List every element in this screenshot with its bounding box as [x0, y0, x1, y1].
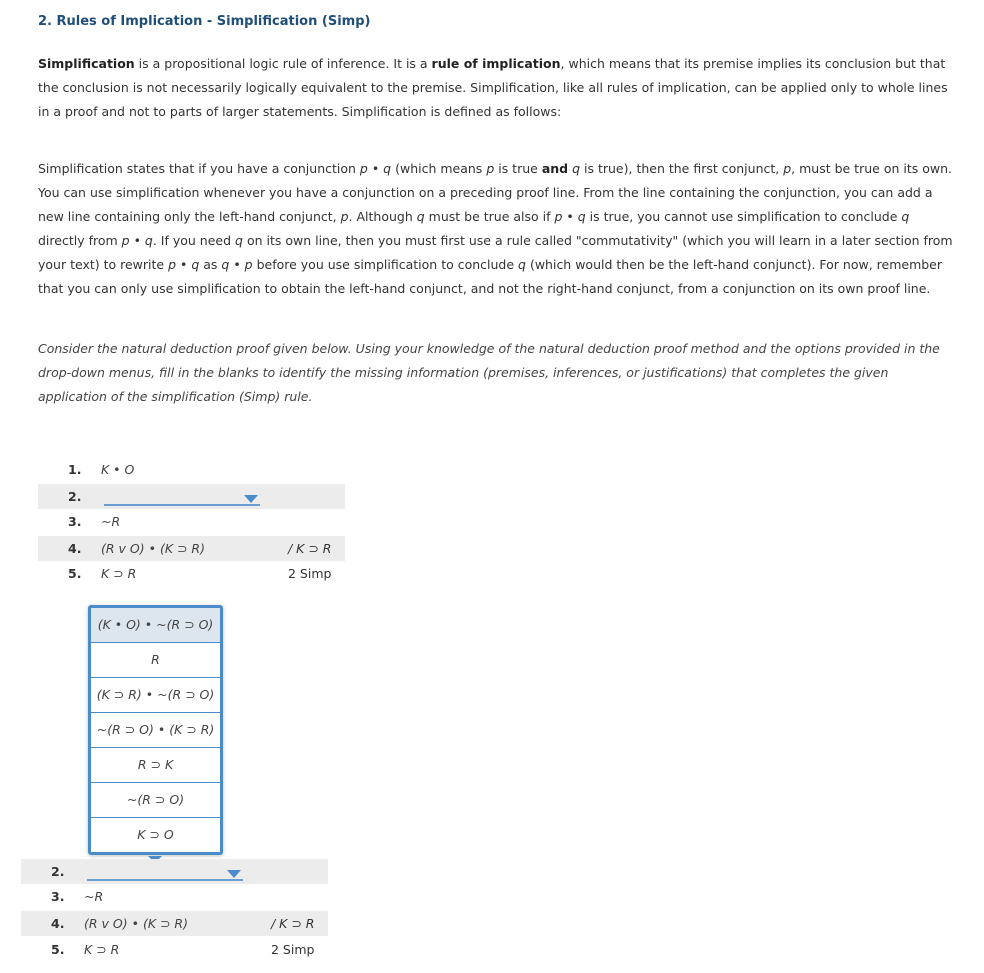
proof-line-4: 4. (R v O) • (K ⊃ R) / K ⊃ R — [21, 911, 328, 936]
proof-line-1: 1. K • O — [68, 462, 135, 477]
line-2-dropdown[interactable] — [104, 488, 260, 506]
dropdown-option[interactable]: R ⊃ K — [91, 748, 220, 783]
proof-line-2: 2. — [38, 484, 345, 509]
proof-line-4: 4. (R v O) • (K ⊃ R) / K ⊃ R — [38, 536, 345, 561]
dropdown-menu — [88, 605, 223, 855]
intro-bold: rule of implication — [431, 56, 561, 71]
conclusion-marker: / K ⊃ R — [288, 541, 332, 556]
proof-line-3: 3. ~R — [51, 889, 104, 904]
section-title: 2. Rules of Implication - Simplification (Simp) — [38, 14, 371, 29]
explanation-paragraph: Simplification states that if you have a conjunction p • q (which means p is true and q is true), then the first conjunct, p, must be true on its own. You can use simplification whenever you have a conjunction on a preceding proof line. From the line containing the conjunction, you can add a new line containing only the left-hand conjunct, p. Although q must be true also if p • q is true, you cannot use simplification to conclude q directly from p • q. If you need q on its own line, then you must first use a rule called "commutativity" (which you will learn in a later section from your text) to rewrite p • q as q • p before you use simplification to conclude q (which would then be the left-hand conjunct). For now, remember that you can only use simplification to obtain the left-hand conjunct, and not the right-hand conjunct, from a conjunction on its own proof line. — [38, 161, 953, 296]
chevron-down-icon — [227, 870, 241, 878]
justification: 2 Simp — [288, 566, 332, 581]
dropdown-option[interactable]: (K ⊃ R) • ~(R ⊃ O) — [91, 678, 220, 713]
line-2-dropdown[interactable] — [87, 863, 243, 881]
chevron-down-icon — [244, 495, 258, 503]
proof-line-5: 5. K ⊃ R 2 Simp — [38, 561, 345, 586]
justification: 2 Simp — [271, 942, 315, 957]
dropdown-option[interactable]: R — [91, 643, 220, 678]
proof-line-2: 2. — [21, 859, 328, 884]
proof-line-5: 5. K ⊃ R 2 Simp — [21, 937, 328, 962]
dropdown-option[interactable]: ~(R ⊃ O) • (K ⊃ R) — [91, 713, 220, 748]
dropdown-option[interactable]: ~(R ⊃ O) — [91, 783, 220, 818]
conclusion-marker: / K ⊃ R — [271, 916, 315, 931]
dropdown-option[interactable]: K ⊃ O — [137, 827, 174, 842]
dropdown-option[interactable]: (K • O) • ~(R ⊃ O) — [91, 608, 220, 643]
intro-paragraph: Simplification is a propositional logic rule of inference. It is a rule of implication, which means that its premise implies its conclusion but that the conclusion is not necessarily logically equivalent to the premise. Simplification, like all rules of implication, can be applied only to whole lines in a proof and not to parts of larger statements. Simplification is defined as follows: — [38, 56, 948, 119]
proof-line-3: 3. ~R — [68, 514, 121, 529]
instructions-paragraph: Consider the natural deduction proof given below. Using your knowledge of the natural deduction proof method and the options provided in the drop-down menus, fill in the blanks to identify the missing information (premises, inferences, or justifications) that completes the given application of the simplification (Simp) rule. — [38, 341, 940, 404]
intro-term: Simplification — [38, 56, 135, 71]
